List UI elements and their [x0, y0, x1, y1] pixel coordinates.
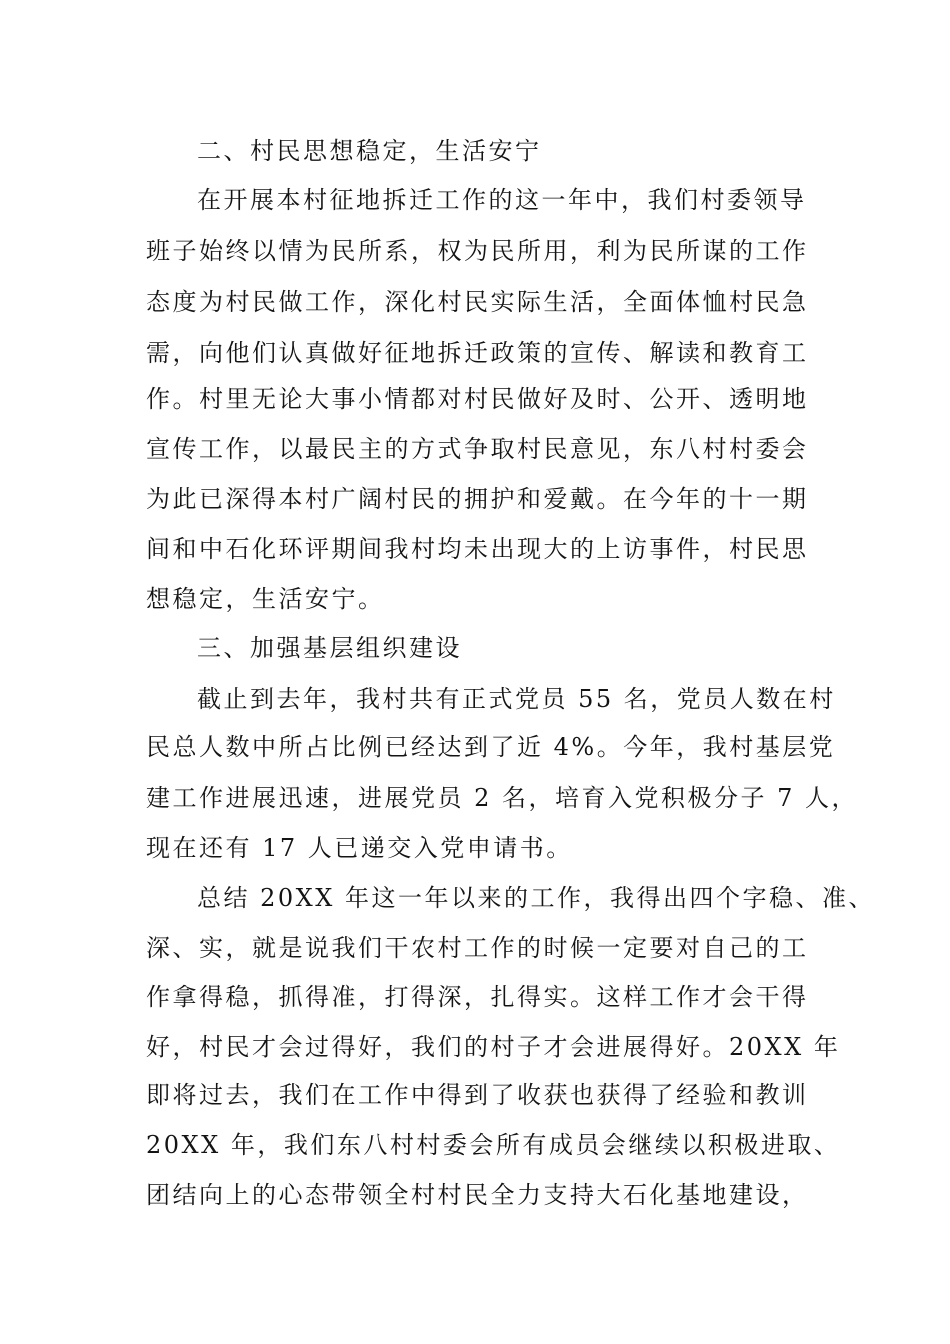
paragraph-line: 好，村民才会过得好，我们的村子才会进展得好。20XX 年 — [146, 1033, 841, 1061]
paragraph-line: 截止到去年，我村共有正式党员 55 名，党员人数在村 — [197, 685, 836, 713]
paragraph-line: 深、实，就是说我们干农村工作的时候一定要对自己的工 — [146, 934, 809, 962]
paragraph-line: 团结向上的心态带领全村村民全力支持大石化基地建设， — [146, 1181, 809, 1209]
section-heading-2: 二、村民思想稳定，生活安宁 — [197, 137, 542, 165]
paragraph-line: 建工作进展迅速，进展党员 2 名，培育入党积极分子 7 人， — [146, 784, 859, 812]
paragraph-line: 间和中石化环评期间我村均未出现大的上访事件，村民思 — [146, 535, 809, 563]
paragraph-line: 为此已深得本村广阔村民的拥护和爱戴。在今年的十一期 — [146, 485, 809, 513]
paragraph-line: 现在还有 17 人已递交入党申请书。 — [146, 834, 573, 862]
paragraph-line: 民总人数中所占比例已经达到了近 4%。今年，我村基层党 — [146, 733, 836, 761]
paragraph-line: 需，向他们认真做好征地拆迁政策的宣传、解读和教育工 — [146, 339, 809, 367]
paragraph-line: 班子始终以情为民所系，权为民所用，利为民所谋的工作 — [146, 237, 809, 265]
paragraph-line: 态度为村民做工作，深化村民实际生活，全面体恤村民急 — [146, 288, 809, 316]
paragraph-line: 在开展本村征地拆迁工作的这一年中，我们村委领导 — [197, 186, 807, 214]
paragraph-line: 想稳定，生活安宁。 — [146, 585, 385, 613]
paragraph-line: 作拿得稳，抓得准，打得深，扎得实。这样工作才会干得 — [146, 983, 809, 1011]
paragraph-line: 宣传工作，以最民主的方式争取村民意见，东八村村委会 — [146, 435, 809, 463]
paragraph-line: 20XX 年，我们东八村村委会所有成员会继续以积极进取、 — [146, 1131, 841, 1159]
section-heading-3: 三、加强基层组织建设 — [197, 634, 462, 662]
paragraph-line: 作。村里无论大事小情都对村民做好及时、公开、透明地 — [146, 385, 809, 413]
paragraph-line: 总结 20XX 年这一年以来的工作，我得出四个字稳、准、 — [197, 884, 875, 912]
paragraph-line: 即将过去，我们在工作中得到了收获也获得了经验和教训 — [146, 1081, 809, 1109]
